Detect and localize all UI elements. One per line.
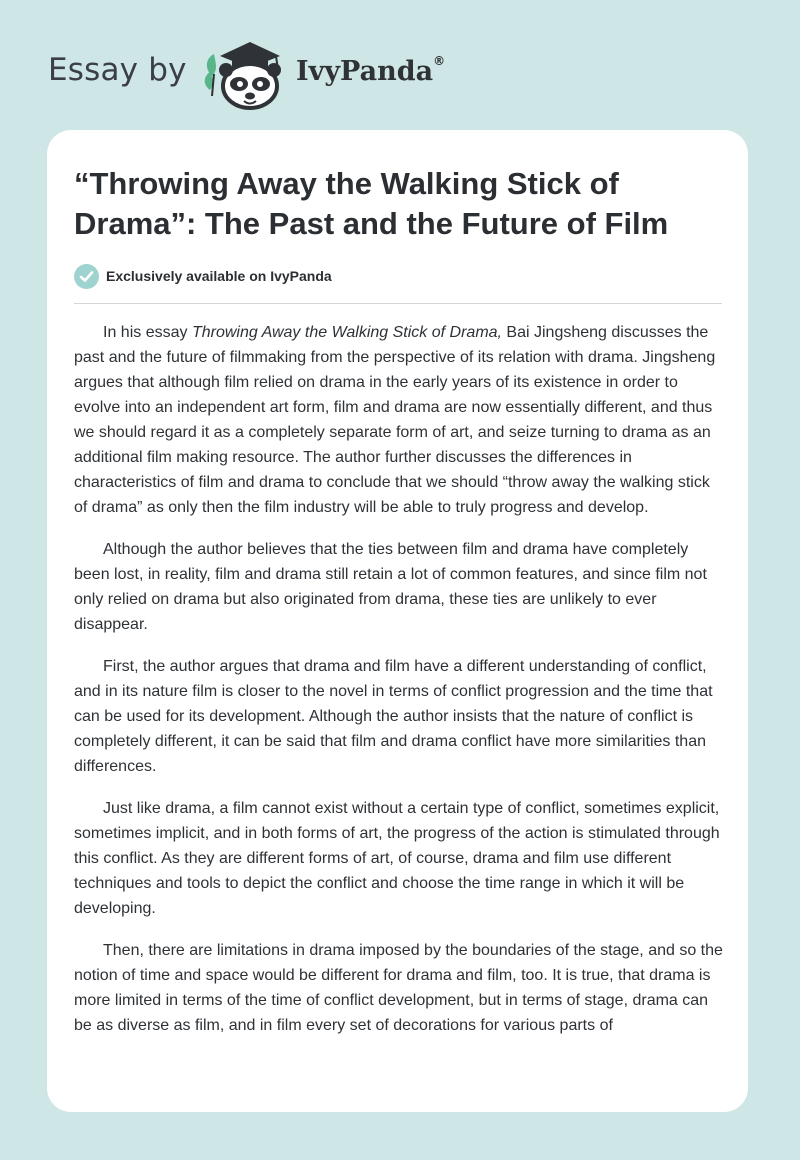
site-header: [48, 34, 548, 114]
paragraph: Then, there are limitations in drama imposed by the boundaries of the stage, and so the notion of time and space would be different for drama and film, too. It is true, that drama is more limited in terms of the time of conflict development, but in terms of stage, drama can be as diverse as film, and in film every set of decorations for various parts of: [74, 942, 723, 1034]
badge-label: Exclusively available on IvyPanda: [106, 268, 332, 284]
brand-name[interactable]: IvyPanda®: [296, 54, 446, 87]
paragraph: Just like drama, a film cannot exist without a certain type of conflict, sometimes explicit, sometimes implicit, and in both forms of art, the progress of the action is stimulated through this conflict. As they are different forms of art, of course, drama and film use different techniques and tools to depict the conflict and choose the time range in which it will be developing.: [74, 800, 720, 917]
essay-body: [74, 320, 725, 1055]
exclusive-badge: [74, 263, 332, 289]
panda-logo-icon[interactable]: [200, 34, 292, 112]
essay-by-label: Essay by: [48, 52, 187, 88]
paragraph: Although the author believes that the ties between film and drama have completely been lost, in reality, film and drama still retain a lot of common features, and since film not only relied on drama but also originated from drama, these ties are unlikely to ever disappear.: [74, 541, 707, 633]
essay-title-italic: Throwing Away the Walking Stick of Drama,: [191, 324, 502, 341]
paragraph: In his essay Throwing Away the Walking Stick of Drama, Bai Jingsheng discusses the past and the future of filmmaking from the perspective of its relation with drama. Jingsheng argues that although film relied on drama in the early years of its existence in order to evolve into an independent art form, film and drama are now essentially different, and thus we should regard it as a completely separate form of art, and seize turning to drama as an additional film making resource. The author further discusses the differences in characteristics of film and drama to conclude that we should “throw away the walking stick of drama” as only then the film industry will be able to truly progress and develop.: [74, 324, 716, 516]
check-icon: [74, 264, 99, 289]
paragraph: First, the author argues that drama and film have a different understanding of conflict, and in its nature film is closer to the novel in terms of conflict progression and the time that can be used for its development. Although the author insists that the nature of conflict is completely different, it can be said that film and drama conflict have more similarities than differences.: [74, 658, 713, 775]
divider: [74, 303, 722, 304]
essay-card: [47, 130, 748, 1112]
page-title: “Throwing Away the Walking Stick of Drama”: The Past and the Future of Film: [74, 166, 669, 241]
registered-mark: ®: [433, 54, 446, 68]
